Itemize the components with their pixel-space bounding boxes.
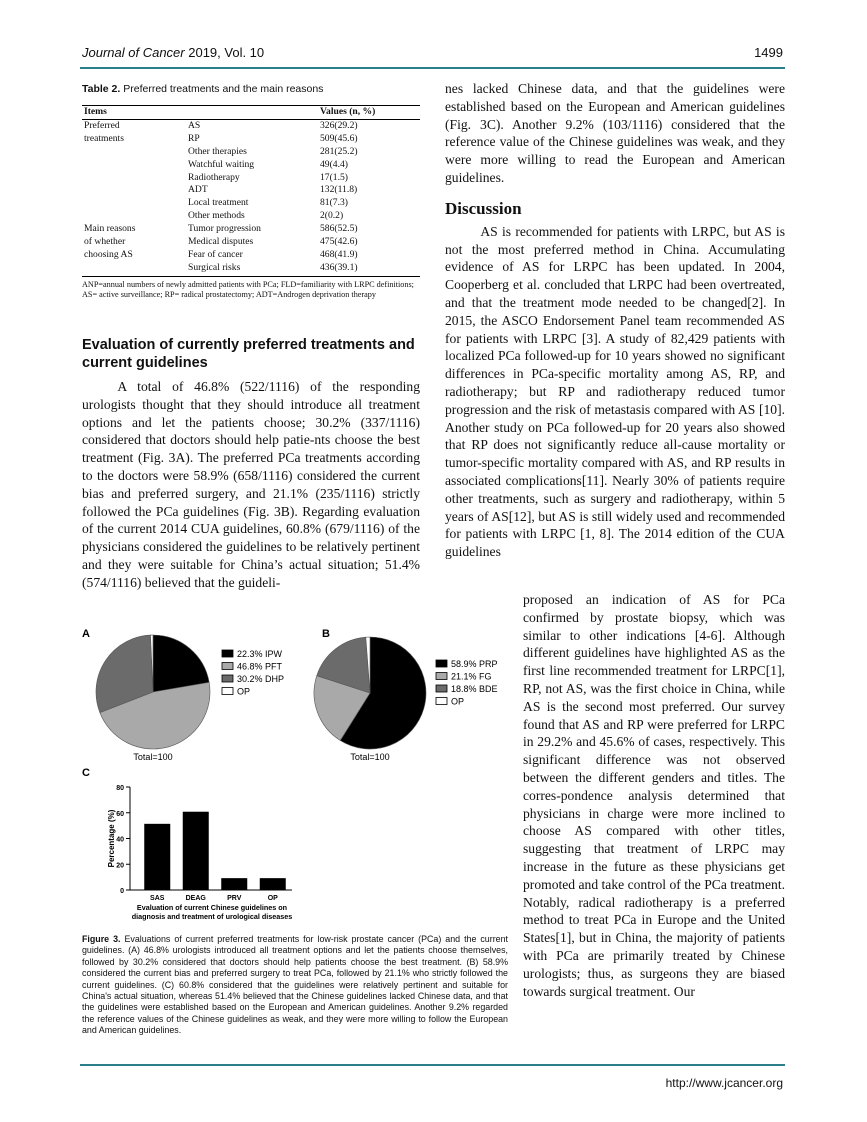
table-cell-item: ADT: [188, 184, 208, 196]
discussion-narrow-text: [523, 591, 785, 1000]
bar-deag: [183, 812, 209, 890]
table-cell-item: Tumor progression: [188, 223, 261, 235]
page-number: 1499: [754, 45, 783, 60]
pie-b-total-label: Total=100: [350, 752, 390, 762]
x-tick-label: OP: [267, 895, 278, 902]
table-cell-item: Surgical risks: [188, 261, 241, 273]
column-header-items: Items: [82, 106, 186, 120]
x-tick-label: DEAG: [185, 895, 206, 902]
header-rule: [80, 67, 785, 69]
panel-label-b: B: [322, 628, 330, 640]
table-cell-item: Medical disputes: [188, 236, 254, 248]
table-2-grid: [82, 105, 420, 275]
legend-swatch: [436, 673, 447, 680]
table-row: [82, 249, 420, 262]
discussion-wide-text: [445, 223, 785, 561]
panel-label-c: C: [82, 767, 90, 779]
legend-label: 18.8% BDE: [451, 684, 498, 694]
table-cell-group: [82, 146, 186, 159]
pie-a-slice-0: [153, 635, 209, 692]
table-row: [82, 172, 420, 185]
table-cell-value: 436(39.1): [320, 261, 358, 273]
table-header-row: [82, 106, 420, 120]
legend-swatch: [222, 663, 233, 670]
table-row: [82, 236, 420, 249]
figure-3: [82, 620, 512, 930]
legend-swatch: [436, 685, 447, 692]
table-cell-group: [82, 262, 186, 275]
table-cell-value: 586(52.5): [320, 223, 358, 235]
table-cell-group: choosing AS: [84, 248, 133, 260]
table-cell-item: Radiotherapy: [188, 171, 240, 183]
bar-op: [260, 878, 286, 890]
legend-label: OP: [237, 686, 251, 697]
table-cell-group: of whether: [84, 236, 126, 248]
table-cell-value: 17(1.5): [320, 171, 348, 183]
table-2: [82, 83, 420, 300]
discussion-paragraph-narrow: proposed an indication of AS for PCa confirmed by prostate biopsy, which was similar to other indications [4-6]. Although different guidelines have highlighted AS as the first line recommended treatment for LRPC[1], RP, not AS, was the first choice in China, while AS is the second most preferred. Our survey found that AS and RP were preferred for LRPC in 29.2% and 45.6% of cases, respectively. This significant difference was not observed between the different genders and titles. The corres-pondence analysis determined that physicians in charge were more inclined to choose AS compared with other titles, suggesting that treatment of LRPC may increase in the future as these physicians get promoted and take control of the PCa treatment. Notably, radical radiotherapy is a preferred method to treat PCa in Europe and the United States[1], but in China, the majority of patients with PCa are primarily treated by Chinese urologists; thus, as surgeons they are biased towards surgical treatment. Our: [523, 592, 785, 999]
column-header-values: Values (n, %): [318, 106, 420, 120]
journal-name: Journal of Cancer: [82, 45, 185, 60]
table-cell-value: 509(45.6): [320, 132, 358, 144]
table-cell-item: Other methods: [188, 210, 245, 222]
table-title: Table 2. Preferred treatments and the main reasons: [82, 83, 324, 95]
table-cell-value: 81(7.3): [320, 197, 348, 209]
table-cell-group: Main reasons: [84, 223, 136, 235]
table-cell-value: 132(11.8): [320, 184, 358, 196]
table-cell-value: 49(4.4): [320, 158, 348, 170]
table-cell-value: 475(42.6): [320, 236, 358, 248]
table-cell-group: Preferred: [84, 119, 120, 131]
journal-url: http://www.jcancer.org: [665, 1076, 783, 1090]
legend-label: 58.9% PRP: [451, 659, 498, 669]
table-cell-item: Fear of cancer: [188, 248, 243, 260]
figure-3-caption: Figure 3. Evaluations of current preferred treatments for low-risk prostate cancer (PCa) and the current guidelines. (A) 46.8% urologists introduced all treatment options and let the patients choose themselves, followed by 30.2% considered that doctors should help patients choose the best treatment. (B) 58.9% considered the current bias and preferred surgery to treat PCa, followed by 21.1% who strictly followed the current guidelines. (C) 60.8% considered that the guidelines were relatively pertinent and suitable for China's actual situation, whereas 51.4% believed that the Chinese guidelines lacked Chinese data, and that the guidelines were established based on the European and American guidelines. Another 9.2% regarded the reference values of the Chinese guidelines as weak, and they were more willing to follow the European and American guidelines.: [82, 934, 508, 1036]
table-cell-item: Watchful waiting: [188, 158, 255, 170]
table-cell-value: 2(0.2): [320, 210, 344, 222]
legend-swatch: [222, 688, 233, 695]
journal-year-volume: 2019, Vol. 10: [184, 45, 265, 60]
legend-swatch: [436, 698, 447, 705]
table-cell-item: AS: [188, 119, 201, 131]
table-row: [82, 146, 420, 159]
table-row: [82, 133, 420, 146]
table-footnote: ANP=annual numbers of newly admitted patients with PCa; FLD=familiarity with LRPC definitions; AS= active surveillance; RP= radical prostatectomy; ADT=Androgen deprivation therapy: [82, 279, 414, 299]
y-tick-label: 80: [116, 785, 124, 792]
continued-paragraph: nes lacked Chinese data, and that the guidelines were established based on the European and American guidelines (Fig. 3C). Another 9.2% (103/1116) considered that the reference value of the Chinese guidelines was weak, and they were more willing to read the European and American guidelines.: [445, 81, 785, 185]
legend-label: 22.3% IPW: [237, 649, 283, 659]
table-cell-group: [82, 184, 186, 197]
y-axis-label: Percentage (%): [107, 809, 116, 868]
table-row: [82, 197, 420, 210]
x-tick-label: SAS: [150, 895, 165, 902]
bar-sas: [144, 824, 170, 890]
right-column: [445, 80, 785, 561]
table-cell-value: 281(25.2): [320, 145, 358, 157]
footer-rule: [80, 1064, 785, 1066]
discussion-paragraph-wide: AS is recommended for patients with LRPC, but AS is not the most preferred method in China. Accumulating evidence of AS for LRPC has been updated. In 2004, Cooperberg et al. concluded that LRPC had been overtreated, and that the treatment mode needed to be changed[2]. In 2015, the ASCO Endorsement Panel team recommended AS for patients with LRPC [3]. A study of 82,429 patients with localized PCa followed-up for 10 years showed no significant differences in PCa-specific mortality among AS, RP, and radiotherapy; but RP and radiotherapy reduced tumor progression and the risk of metastasis compared with AS [10]. Another study on PCa followed-up for 20 years also showed that RP does not significantly reduce all-cause mortality or tumor-specific mortality compared with AS, and RP results in associated complications[11]. Nearly 30% of patients require other treatments, such as surgery and radiotherapy, within 5 years of AS[12], but AS is still widely used and recommended for patients with LRPC [1, 8]. The 2014 edition of the CUA guidelines: [445, 223, 785, 560]
table-row: [82, 210, 420, 223]
section-heading-evaluation: Evaluation of currently preferred treatments and current guidelines: [82, 337, 415, 371]
y-tick-label: 60: [116, 810, 124, 818]
legend-swatch: [222, 675, 233, 682]
pie-a-total-label: Total=100: [133, 752, 173, 762]
table-cell-group: [82, 197, 186, 210]
table-cell-item: Local treatment: [188, 197, 249, 209]
table-cell-group: [82, 210, 186, 223]
table-cell-group: [82, 159, 186, 172]
evaluation-paragraph: A total of 46.8% (522/1116) of the responding urologists thought that they should introduce all treatment options and let the patients choose; 30.2% (337/1116) considered that doctors should help patie-nts choose the best treatment (Fig. 3A). The preferred PCa treatments according to the doctors were 58.9% (658/1116) considered the current bias and preferred surgery, and 21.1% (235/1116) strictly followed the PCa guidelines (Fig. 3B). Regarding evaluation of the current 2014 CUA guidelines, 60.8% (679/1116) of the physicians considered the guidelines to be relatively pertinent and they were suitable for China’s actual situation; 51.4% (574/1116) believed that the guideli-: [82, 379, 420, 590]
legend-label: 30.2% DHP: [237, 674, 285, 684]
y-tick-label: 0: [120, 888, 124, 895]
x-axis-label-line: Evaluation of current Chinese guidelines on: [136, 903, 288, 912]
legend-label: OP: [451, 696, 465, 707]
table-cell-value: 326(29.2): [320, 119, 358, 131]
y-tick-label: 40: [116, 836, 124, 844]
right-top-text: [445, 80, 785, 187]
bar-prv: [221, 878, 247, 890]
left-body-text: [82, 378, 420, 592]
legend-label: 46.8% PFT: [237, 661, 283, 672]
table-cell-value: 468(41.9): [320, 248, 358, 260]
legend-label: 21.1% FG: [451, 671, 492, 682]
panel-label-a: A: [82, 628, 90, 640]
x-axis-label-line: diagnosis and treatment of urological diseases: [131, 912, 293, 921]
table-row: [82, 262, 420, 275]
x-tick-label: PRV: [227, 895, 242, 902]
legend-swatch: [222, 650, 233, 657]
table-cell-group: treatments: [84, 132, 124, 144]
table-row: [82, 184, 420, 197]
table-row: [82, 223, 420, 236]
running-header: [82, 45, 264, 60]
figure-3-graphic: [82, 620, 512, 930]
table-row: [82, 159, 420, 172]
table-cell-item: RP: [188, 132, 200, 144]
legend-swatch: [436, 660, 447, 667]
table-row: [82, 119, 420, 132]
y-tick-label: 20: [116, 862, 124, 870]
discussion-heading: Discussion: [445, 198, 522, 218]
table-cell-item: Other therapies: [188, 145, 247, 157]
table-cell-group: [82, 172, 186, 185]
left-section: [82, 336, 420, 592]
column-header-blank: [186, 106, 318, 120]
